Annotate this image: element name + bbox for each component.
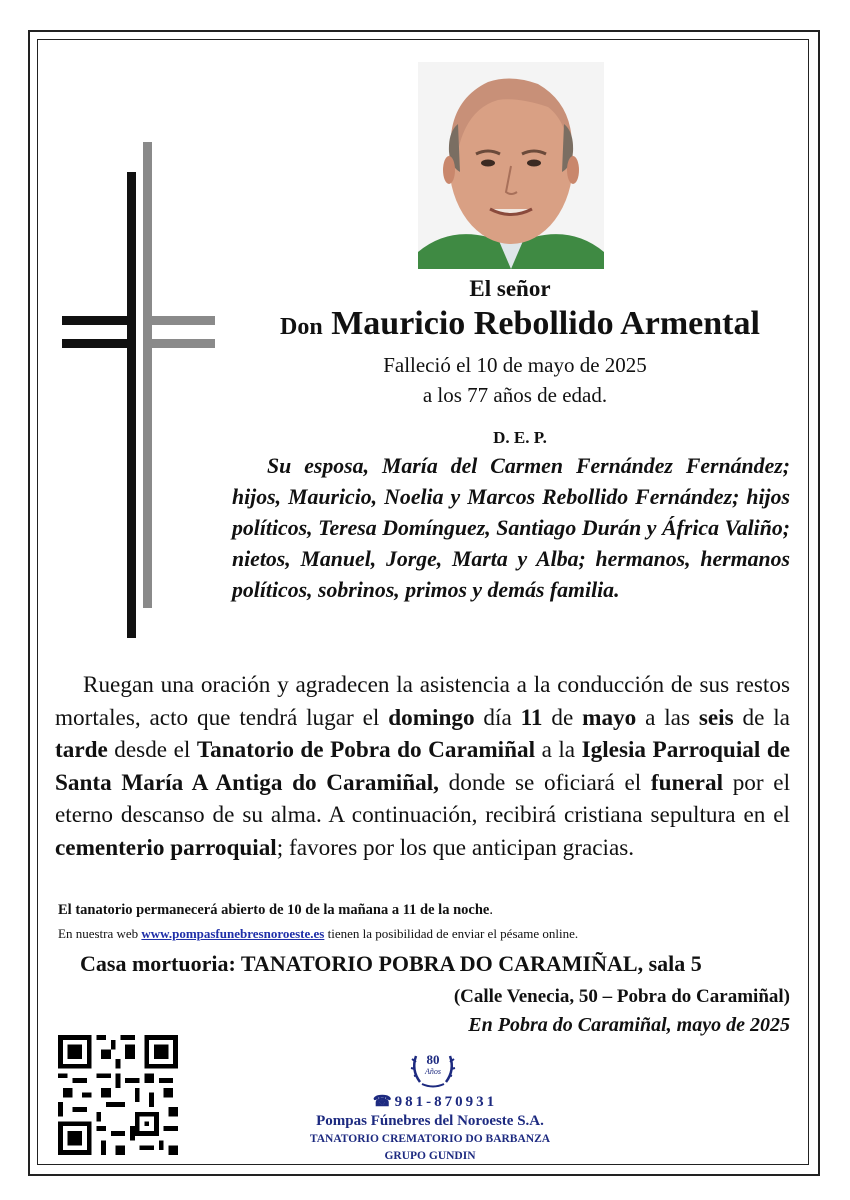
seal-text: Años: [425, 1067, 441, 1076]
ceremony-text: ; favores por los que anticipan gracias.: [276, 834, 635, 861]
ceremony-text: por el eterno descanso de su alma. A continuación, recibirá cristiana sepultura en el: [55, 769, 791, 829]
death-date-line: Falleció el 10 de mayo de 2025: [383, 353, 647, 377]
ceremony-text: de: [542, 704, 583, 731]
company-name: Pompas Fúnebres del Noroeste S.A.: [316, 1113, 544, 1129]
ceremony-origin: Tanatorio de Pobra do Caramiñal: [196, 737, 536, 764]
dep-text: D. E. P.: [493, 428, 547, 447]
seal-number: 80: [426, 1052, 440, 1067]
ceremony-period: tarde: [55, 737, 108, 764]
funeral-home-line: [80, 951, 800, 977]
phone-line: [345, 1092, 525, 1111]
crematorium-name: TANATORIO CREMATORIO DO BARBANZA: [309, 1133, 551, 1145]
ceremony-text: donde se oficiará el: [438, 769, 651, 796]
qr-code: [58, 1035, 178, 1155]
ceremony-cemetery: cementerio parroquial: [55, 834, 277, 861]
ceremony-text: desde el: [107, 737, 197, 764]
family-paragraph: Su esposa, María del Carmen Fernández Fernández; hijos, Mauricio, Noelia y Marcos Rebollido Fernández; hijos políticos, Teresa Domínguez, Santiago Durán y África Valiño; nietos, Manuel, Jorge, Marta y Alba; hermanos, hermanos políticos, sobrinos, primos y demás familia.: [232, 454, 790, 602]
ceremony-paragraph: [55, 669, 790, 865]
web-note-text: En nuestra web: [58, 926, 142, 941]
ceremony-hour: seis: [698, 704, 734, 731]
intro-text: El señor: [469, 276, 551, 301]
tanatorio-hours-period: .: [489, 902, 493, 918]
portrait-photo: [418, 62, 604, 269]
website-link[interactable]: www.pompasfunebresnoroeste.es: [141, 926, 325, 941]
cross-icon: [60, 140, 220, 640]
ceremony-text: a la: [535, 737, 582, 764]
phone-number: 981-870931: [394, 1094, 498, 1110]
funeral-home-name: TANATORIO POBRA DO CARAMIÑAL: [240, 951, 638, 976]
place-date: En Pobra do Caramiñal, mayo de 2025: [468, 1014, 790, 1036]
funeral-home-address: (Calle Venecia, 50 – Pobra do Caramiñal): [453, 986, 790, 1007]
ceremony-text: día: [474, 704, 521, 731]
ceremony-day-number: 11: [520, 704, 543, 731]
web-note-text: tienen la posibilidad de enviar el pésame online.: [324, 926, 579, 941]
age-line: a los 77 años de edad.: [422, 383, 608, 407]
ceremony-text: Ruegan una oración y agradecen la asistencia a la conducción de sus restos mortales, acto que tendrá lugar el: [55, 672, 790, 731]
web-note: [58, 926, 818, 942]
tanatorio-hours-text: El tanatorio permanecerá abierto de 10 de la mañana a 11 de la noche: [58, 902, 490, 918]
ceremony-church: Iglesia Parroquial de Santa María A Antiga do Caramiñal,: [55, 737, 791, 796]
deceased-name: [240, 305, 800, 343]
ceremony-text: a las: [636, 704, 699, 731]
name-title-prefix: Don: [280, 314, 323, 340]
funeral-home-room: , sala 5: [637, 951, 702, 976]
group-name: GRUPO GUNDIN: [384, 1150, 476, 1162]
funeral-home-label: Casa mortuoria:: [80, 951, 241, 976]
tanatorio-hours: [58, 902, 818, 919]
name-main: Mauricio Rebollido Armental: [331, 305, 760, 342]
ceremony-month: mayo: [582, 704, 637, 731]
ceremony-text: de la: [733, 704, 790, 731]
ceremony-funeral: funeral: [650, 769, 724, 796]
anniversary-seal-icon: [408, 1040, 458, 1090]
ceremony-day-word: domingo: [388, 704, 475, 731]
phone-icon: ☎: [372, 1094, 395, 1110]
